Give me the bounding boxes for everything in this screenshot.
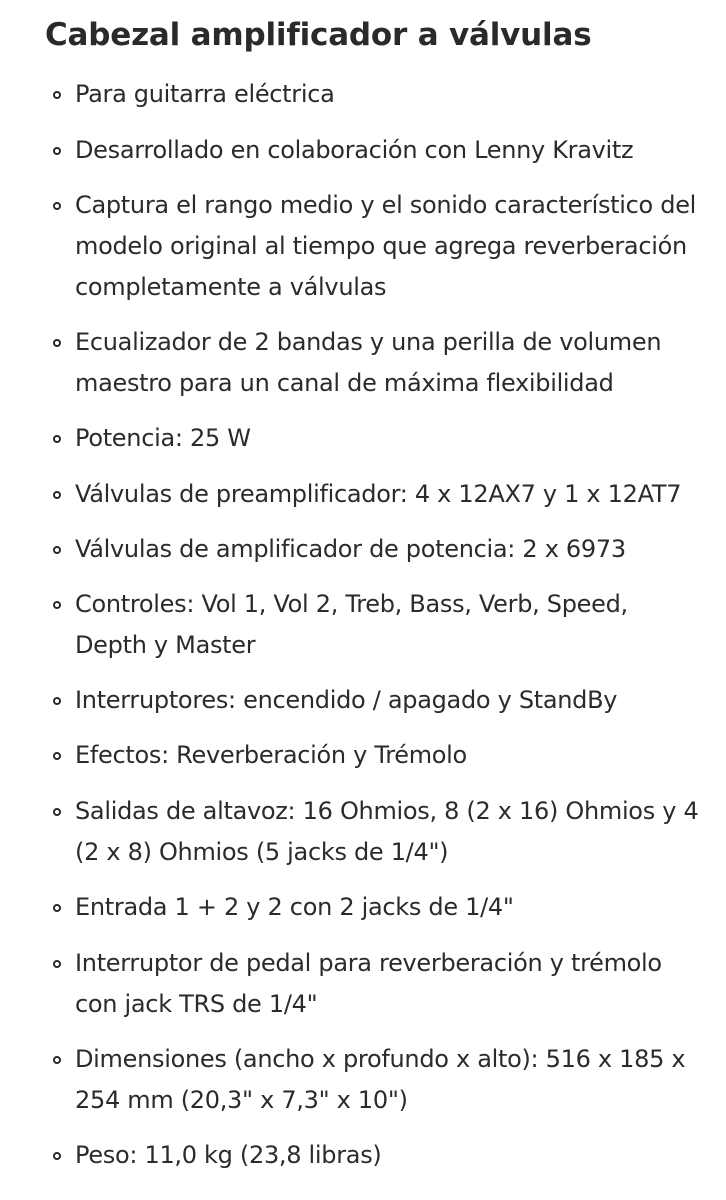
list-item-text: Peso: 11,0 kg (23,8 libras) [75,1141,382,1169]
list-item-text: Captura el rango medio y el sonido característico del modelo original al tiempo que agrega reverberación completamente a válvulas [75,191,697,301]
list-item-text: Efectos: Reverberación y Trémolo [75,741,467,769]
circle-bullet-icon [53,960,61,968]
circle-bullet-icon [53,808,61,816]
circle-bullet-icon [53,147,61,155]
circle-bullet-icon [53,339,61,347]
circle-bullet-icon [53,1152,61,1160]
section-title: Cabezal amplificador a válvulas [45,17,592,53]
circle-bullet-icon [53,904,61,912]
list-item-text: Interruptores: encendido / apagado y StandBy [75,686,618,714]
list-item-text: Entrada 1 + 2 y 2 con 2 jacks de 1/4" [75,893,514,921]
circle-bullet-icon [53,697,61,705]
circle-bullet-icon [53,601,61,609]
circle-bullet-icon [53,1056,61,1064]
circle-bullet-icon [53,491,61,499]
circle-bullet-icon [53,91,61,99]
list-item-text: Para guitarra eléctrica [75,80,335,108]
list-item-text: Desarrollado en colaboración con Lenny Kravitz [75,136,634,164]
list-item-text: Controles: Vol 1, Vol 2, Treb, Bass, Verb, Speed, Depth y Master [75,590,628,659]
circle-bullet-icon [53,202,61,210]
list-item-text: Potencia: 25 W [75,424,251,452]
circle-bullet-icon [53,435,61,443]
list-item-text: Interruptor de pedal para reverberación y trémolo con jack TRS de 1/4" [75,949,662,1018]
list-item-text: Dimensiones (ancho x profundo x alto): 516 x 185 x 254 mm (20,3" x 7,3" x 10") [75,1045,686,1114]
list-item-text: Válvulas de amplificador de potencia: 2 x 6973 [75,535,626,563]
list-item-text: Válvulas de preamplificador: 4 x 12AX7 y 1 x 12AT7 [75,480,682,508]
circle-bullet-icon [53,752,61,760]
list-item-text: Salidas de altavoz: 16 Ohmios, 8 (2 x 16) Ohmios y 4 (2 x 8) Ohmios (5 jacks de 1/4") [75,797,699,866]
circle-bullet-icon [53,546,61,554]
list-item-text: Ecualizador de 2 bandas y una perilla de volumen maestro para un canal de máxima flexibilidad [75,328,662,397]
